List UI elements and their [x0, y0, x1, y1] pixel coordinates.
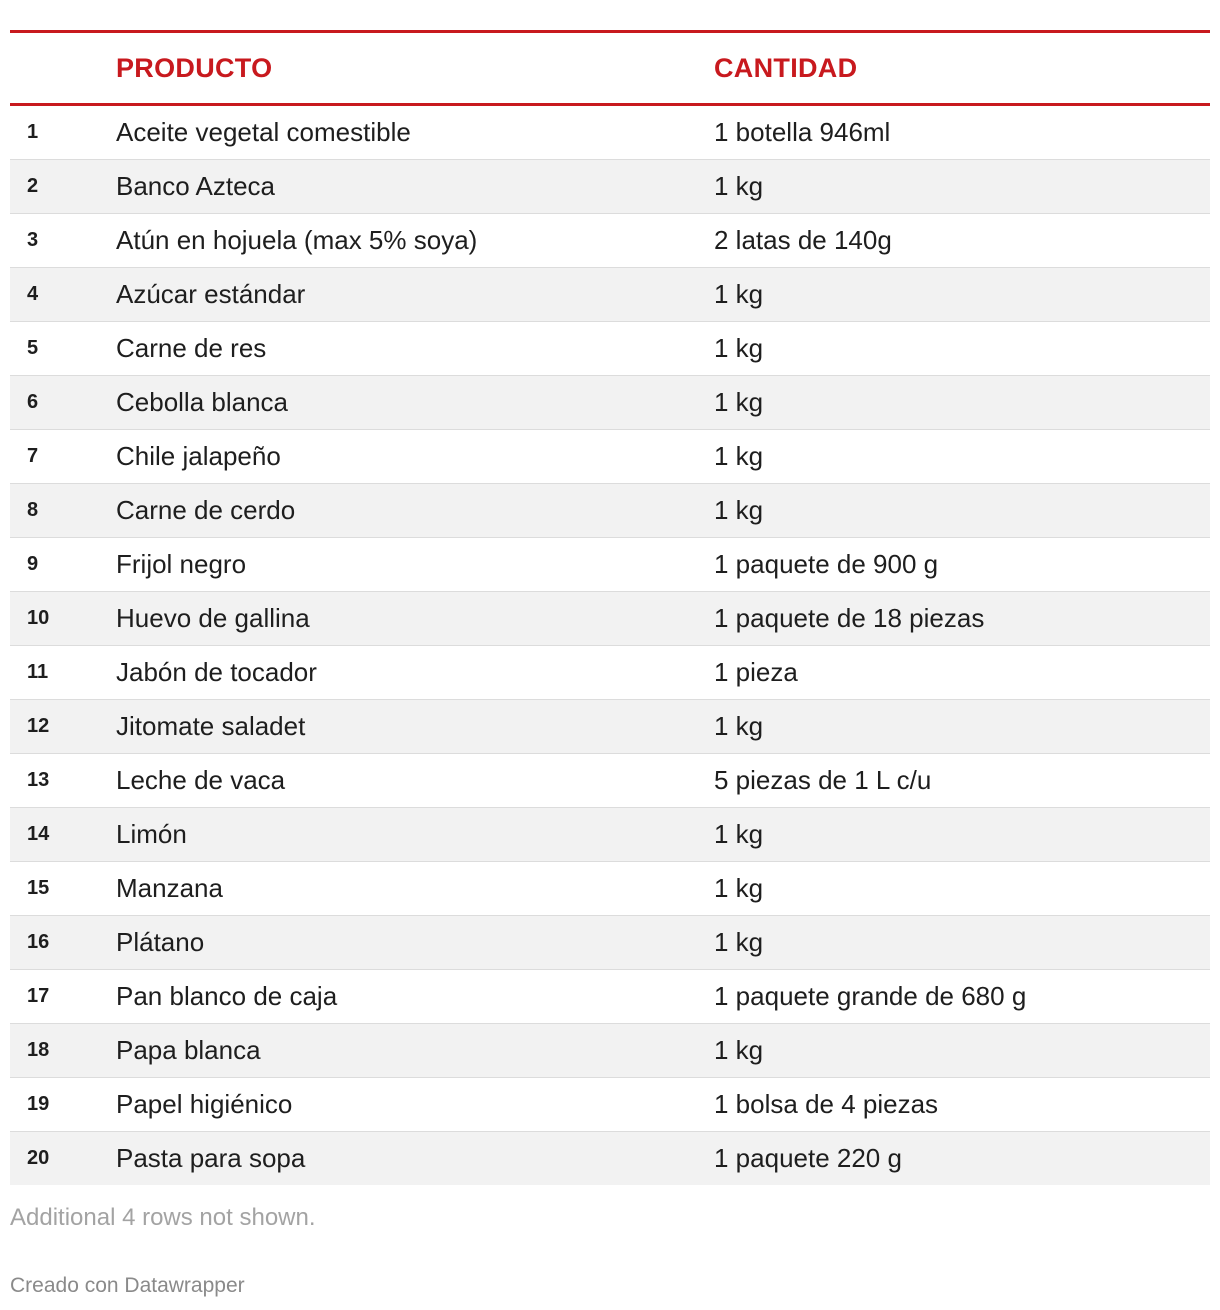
row-number: 12 [27, 715, 50, 737]
table-row [10, 754, 1210, 808]
table-row [10, 700, 1210, 754]
header-product[interactable]: PRODUCTO [116, 52, 273, 83]
row-quantity: 1 kg [714, 171, 764, 201]
row-number: 17 [27, 985, 50, 1007]
row-quantity: 1 kg [714, 1035, 764, 1065]
table-row [10, 592, 1210, 646]
row-number: 5 [27, 337, 39, 359]
table-row [10, 484, 1210, 538]
row-product: Manzana [116, 873, 223, 903]
row-quantity: 1 pieza [714, 657, 798, 687]
row-number: 8 [27, 499, 39, 521]
row-quantity: 1 kg [714, 873, 764, 903]
row-quantity: 1 kg [714, 441, 764, 471]
row-number: 4 [27, 283, 39, 305]
row-product: Huevo de gallina [116, 603, 310, 633]
table-row [10, 808, 1210, 862]
table-row [10, 160, 1210, 214]
row-quantity: 1 kg [714, 333, 764, 363]
row-product: Limón [116, 819, 187, 849]
row-product: Azúcar estándar [116, 279, 306, 309]
table-header-row [10, 33, 1210, 106]
row-number: 19 [27, 1093, 50, 1115]
row-product: Cebolla blanca [116, 387, 289, 417]
row-quantity: 1 paquete de 18 piezas [714, 603, 985, 633]
table-row [10, 1078, 1210, 1132]
row-number: 14 [27, 823, 50, 845]
row-number: 2 [27, 175, 39, 197]
table-row [10, 970, 1210, 1024]
row-quantity: 1 kg [714, 387, 764, 417]
row-number: 9 [27, 553, 39, 575]
row-quantity: 1 kg [714, 927, 764, 957]
table-row [10, 322, 1210, 376]
row-product: Banco Azteca [116, 171, 275, 201]
table-row [10, 106, 1210, 160]
table-row [10, 916, 1210, 970]
row-product: Chile jalapeño [116, 441, 281, 471]
table-body [10, 106, 1210, 1185]
row-quantity: 1 paquete de 900 g [714, 549, 939, 579]
table-row [10, 1132, 1210, 1185]
row-number: 13 [27, 769, 50, 791]
table-row [10, 376, 1210, 430]
row-number: 11 [27, 661, 49, 683]
datawrapper-credit[interactable]: Creado con Datawrapper [10, 1274, 245, 1297]
table-row [10, 268, 1210, 322]
row-quantity: 1 botella 946ml [714, 117, 891, 147]
row-quantity: 1 kg [714, 819, 764, 849]
row-quantity: 1 paquete grande de 680 g [714, 981, 1027, 1011]
row-product: Papel higiénico [116, 1089, 293, 1119]
table-row [10, 430, 1210, 484]
row-product: Carne de cerdo [116, 495, 296, 525]
row-product: Pan blanco de caja [116, 981, 338, 1011]
row-quantity: 1 kg [714, 495, 764, 525]
header-quantity[interactable]: CANTIDAD [714, 52, 858, 83]
row-number: 18 [27, 1039, 50, 1061]
row-quantity: 2 latas de 140g [714, 225, 892, 255]
row-quantity: 1 paquete 220 g [714, 1143, 902, 1173]
row-number: 16 [27, 931, 50, 953]
row-number: 20 [27, 1147, 50, 1169]
row-product: Frijol negro [116, 549, 247, 579]
row-product: Atún en hojuela (max 5% soya) [116, 225, 478, 255]
table-row [10, 1024, 1210, 1078]
row-quantity: 1 bolsa de 4 piezas [714, 1089, 939, 1119]
table-row [10, 214, 1210, 268]
row-product: Aceite vegetal comestible [116, 117, 411, 147]
table-row [10, 538, 1210, 592]
row-product: Jitomate saladet [116, 711, 306, 741]
row-number: 3 [27, 229, 39, 251]
row-quantity: 5 piezas de 1 L c/u [714, 765, 932, 795]
row-product: Carne de res [116, 333, 267, 363]
row-product: Leche de vaca [116, 765, 286, 795]
rows-hidden-note: Additional 4 rows not shown. [10, 1204, 316, 1231]
row-number: 10 [27, 607, 50, 629]
data-table [10, 30, 1210, 1185]
row-number: 7 [27, 445, 39, 467]
table-row [10, 862, 1210, 916]
row-quantity: 1 kg [714, 711, 764, 741]
row-product: Papa blanca [116, 1035, 261, 1065]
row-number: 15 [27, 877, 50, 899]
row-product: Jabón de tocador [116, 657, 317, 687]
row-product: Plátano [116, 927, 205, 957]
table-row [10, 646, 1210, 700]
row-number: 1 [27, 121, 39, 143]
row-product: Pasta para sopa [116, 1143, 306, 1173]
row-number: 6 [27, 391, 39, 413]
row-quantity: 1 kg [714, 279, 764, 309]
